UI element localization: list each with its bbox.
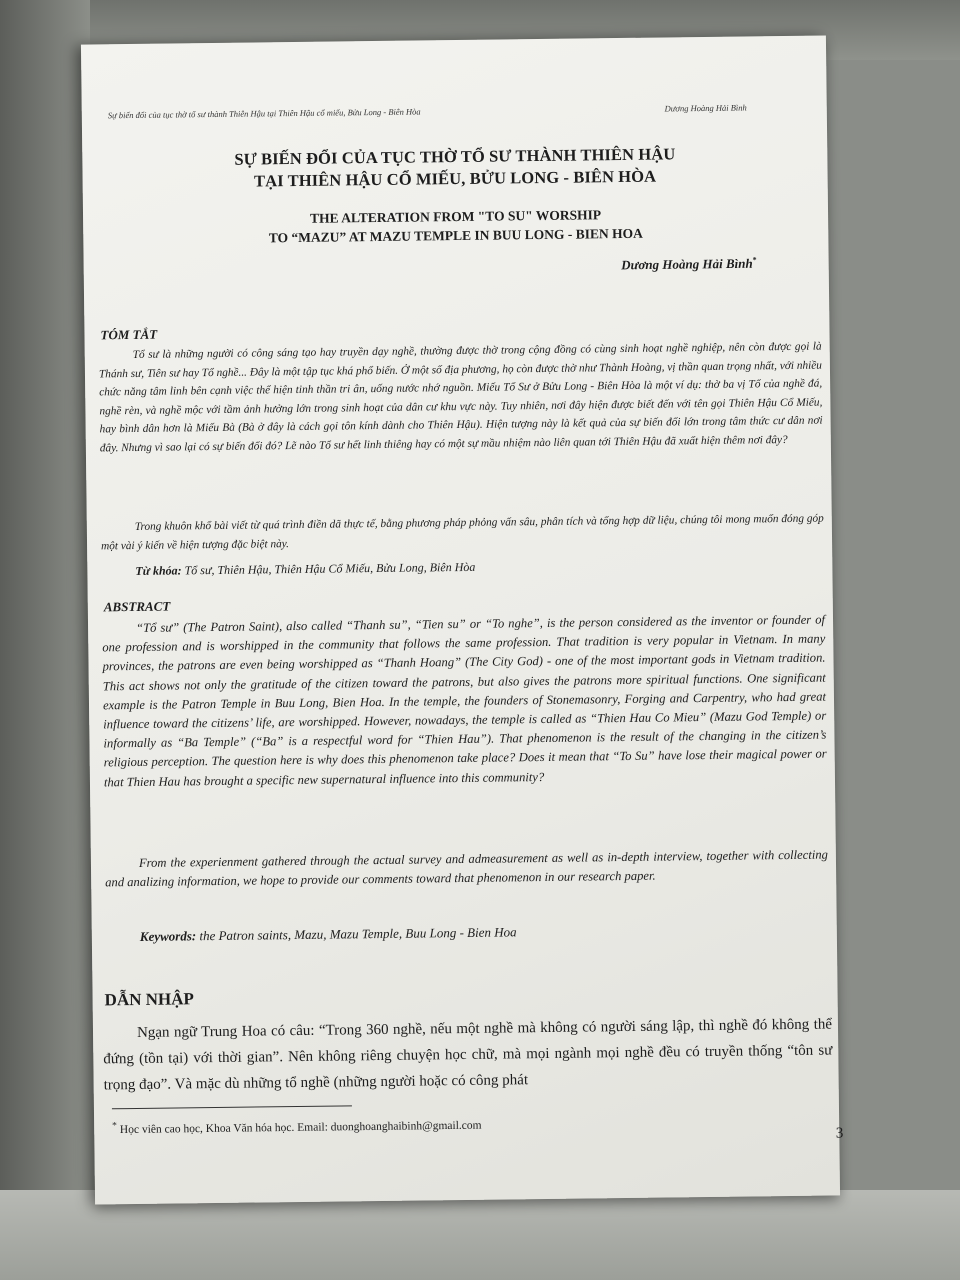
footnote [112,1116,482,1136]
running-header [108,102,747,120]
running-header-author: Dương Hoàng Hải Bình [664,102,747,114]
author-footnote-mark: * [752,255,757,265]
summary-keywords-value: Tổ sư, Thiên Hậu, Thiên Hậu Cổ Miếu, Bửu Long, Biên Hòa [184,559,476,578]
footnote-rule [112,1105,352,1109]
title-english-line1: THE ALTERATION FROM "TO SU" WORSHIP [310,207,602,226]
footnote-mark: * [112,1120,118,1132]
author-line [621,255,757,273]
summary-keywords [135,560,475,579]
title-english-line2: TO “MAZU” AT MAZU TEMPLE IN BUU LONG - BIEN HOA [268,225,643,246]
introduction-heading: DẪN NHẬP [104,989,194,1010]
running-header-title: Sự biến đổi của tục thờ tổ sư thành Thiên Hậu tại Thiên Hậu cổ miếu, Bửu Long - Biên Hòa [107,106,421,121]
page-number: 3 [835,1125,844,1142]
abstract-paragraph-1: “Tổ sư” (The Patron Saint), also called “Thanh su”, “Tien su” or “To nghe”, is the person considered as the inventor or founder of one profession and is worshipped in the community that follows the same profession. That tradition is very popular in Vietnam. In many provinces, the patrons are even being worshipped as “Thanh Hoang” (The City God) - one of the most important gods in Vietnam tradition. This act shows not only the gratitude of the citizen toward the patrons, but also gives the patrons more spiritual functions. One significant example is the Patron Temple in Buu Long, Bien Hoa. In the temple, the founders of Stonemasonry, Forging and Carpentry, who had great influence toward the citizens’ life, are worshipped. However, nowadays, the temple is called as “Thien Hau Co Mieu” (Mazu God Temple) or informally as “Ba Temple” (“Ba” is a respectful word for “Thien Hau”). That phenomenon is the result of the changing in the citizen’s religious perception. The question here is why does this phenomenon take place? Does it mean that “To Su” have lose their magical power or that Thien Hau has brought a specific new supernatural influence into this community? [102,612,827,789]
footnote-text: Học viên cao học, Khoa Văn hóa học. Email: duonghoanghaibinh@gmail.com [119,1119,482,1137]
abstract-paragraph-2: From the experienment gathered through the actual survey and admeasurement as well as in-depth interview, together with collecting and analizing information, we hope to provide our comments toward that phenomenon in our research paper. [105,847,828,890]
background-side [0,0,90,1280]
title-english [83,202,828,249]
summary-paragraph-2: Trong khuôn khổ bài viết từ quá trình điền dã thực tế, bằng phương pháp phỏng vấn sâu, phân tích và tổng hợp dữ liệu, chúng tôi mong muốn đóng góp một vài ý kiến về hiện tượng đặc biệt này. [100,512,824,552]
title-vietnamese-line2: TẠI THIÊN HẬU CỔ MIẾU, BỬU LONG - BIÊN HÒA [253,166,657,191]
title-vietnamese-line1: SỰ BIẾN ĐỔI CỦA TỤC THỜ TỔ SƯ THÀNH THIÊN HẬU [234,144,676,169]
summary-keywords-label: Từ khóa: [135,563,182,578]
introduction-paragraph: Ngạn ngữ Trung Hoa có câu: “Trong 360 nghề, nếu một nghề mà không có người sáng lập, thì nghề đó không thể đứng (tồn tại) với thời gian”. Nên không riêng chuyện học chữ, mà mọi ngành mọi nghề đều có truyền thống “tôn sư trọng đạo”. Và mặc dù những tổ nghề (những người hoặc có công phát [103,1016,833,1094]
abstract-keywords-value: the Patron saints, Mazu, Mazu Temple, Buu Long - Bien Hoa [199,924,517,944]
abstract-keywords [140,924,517,945]
summary-heading: TÓM TẮT [100,326,158,343]
title-vietnamese [82,141,827,194]
author-name: Dương Hoàng Hải Bình [621,255,753,273]
abstract-heading: ABSTRACT [103,598,171,615]
paper-page [81,35,844,1204]
abstract-keywords-label: Keywords: [139,928,197,944]
summary-paragraph-1: Tổ sư là những người có công sáng tạo hay truyền dạy nghề, thường được thờ trong cộng đồng có cùng sinh hoạt nghề nghiệp, nên còn được gọi là Thánh sư, Tiên sư hay Tổ nghề... Đây là một tập tục khá phổ biến. Ở một số địa phương, họ còn được thờ như Thành Hoàng, vị thần quan trọng nhất, với nhiều chức năng tâm linh bên cạnh việc thể hiện tinh thần tri ân, uống nước nhớ nguồn. Miếu Tổ Sư ở Bửu Long - Biên Hòa là một ví dụ: thờ ba vị Tổ của nghề đá, nghề rèn, và nghề mộc với tầm ảnh hưởng lớn trong sinh hoạt của dân cư khu vực này. Tuy nhiên, nơi đây hiện được biết đến với tên gọi Thiên Hậu Cổ Miếu, hay bình dân hơn là Miếu Bà (Bà ở đây là cách gọi tôn kính dành cho Thiên Hậu). Hiện tượng này là kết quả của sự biến đổi lớn trong tâm thức cư dân nơi đây. Nhưng vì sao lại có sự biến đổi đó? Lẽ nào Tổ sư hết linh thiêng hay có một sự mầu nhiệm nào liên quan tới Thiên Hậu đã xuất hiện thêm nơi đây? [98,340,823,455]
